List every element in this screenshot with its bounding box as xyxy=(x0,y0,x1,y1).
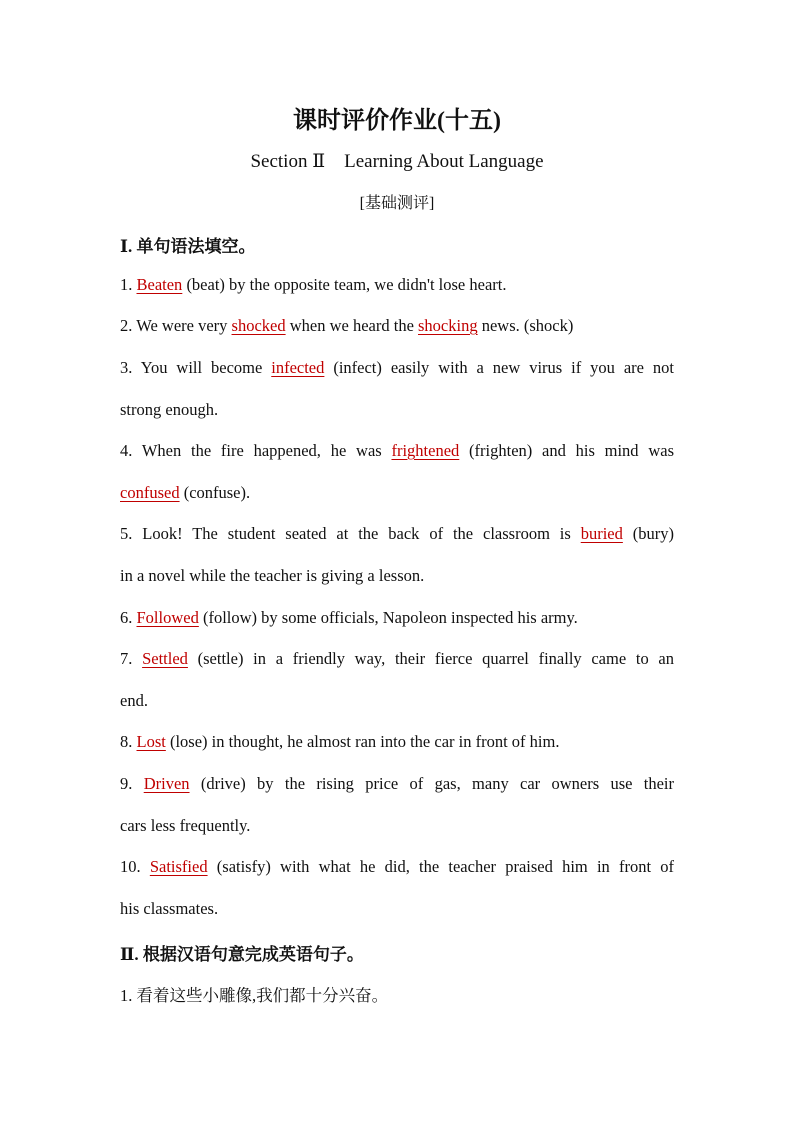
answer-5: buried xyxy=(580,524,623,543)
answer-2a: shocked xyxy=(231,316,286,335)
answer-7: Settled xyxy=(142,649,188,668)
answer-6: Followed xyxy=(136,608,199,627)
answer-3: infected xyxy=(271,358,325,377)
translation-question-1: 1. 看着这些小雕像,我们都十分兴奋。 xyxy=(120,986,389,1005)
question-7-cont: end. xyxy=(120,691,148,710)
section-heading-2: Ⅱ. 根据汉语句意完成英语句子。 xyxy=(120,945,364,964)
question-10-cont: his classmates. xyxy=(120,899,219,918)
question-9-cont: cars less frequently. xyxy=(120,816,251,835)
question-6: 6. Followed (follow) by some officials, Napoleon inspected his army. xyxy=(120,608,578,627)
question-4-cont: confused (confuse). xyxy=(120,483,251,502)
question-5: 5. Look! The student seated at the back of the classroom is buried (bury) xyxy=(120,524,675,543)
question-3-cont: strong enough. xyxy=(120,400,219,419)
answer-1: Beaten xyxy=(136,275,183,294)
question-2: 2. We were very shocked when we heard the shocking news. (shock) xyxy=(120,316,574,335)
question-8: 8. Lost (lose) in thought, he almost ran into the car in front of him. xyxy=(120,732,560,751)
question-3: 3. You will become infected (infect) easily with a new virus if you are not xyxy=(120,358,674,377)
question-5-cont: in a novel while the teacher is giving a lesson. xyxy=(120,566,425,585)
answer-8: Lost xyxy=(136,732,166,751)
answer-2b: shocking xyxy=(418,316,478,335)
answer-10: Satisfied xyxy=(149,857,208,876)
answer-4b: confused xyxy=(120,483,180,502)
section-heading-1: Ⅰ. 单句语法填空。 xyxy=(120,237,256,256)
page-title: 课时评价作业(十五) xyxy=(293,108,501,134)
level-tag: [基础测评] xyxy=(359,195,435,212)
answer-9: Driven xyxy=(143,774,190,793)
answer-4a: frightened xyxy=(391,441,460,460)
question-10: 10. Satisfied (satisfy) with what he did, the teacher praised him in front of xyxy=(120,857,674,876)
question-4: 4. When the fire happened, he was frightened (frighten) and his mind was xyxy=(120,441,674,460)
question-7: 7. Settled (settle) in a friendly way, their fierce quarrel finally came to an xyxy=(120,649,675,668)
question-1: 1. Beaten (beat) by the opposite team, we didn't lose heart. xyxy=(120,275,507,294)
question-9: 9. Driven (drive) by the rising price of gas, many car owners use their xyxy=(120,774,674,793)
section-subtitle: Section Ⅱ Learning About Language xyxy=(250,151,544,172)
